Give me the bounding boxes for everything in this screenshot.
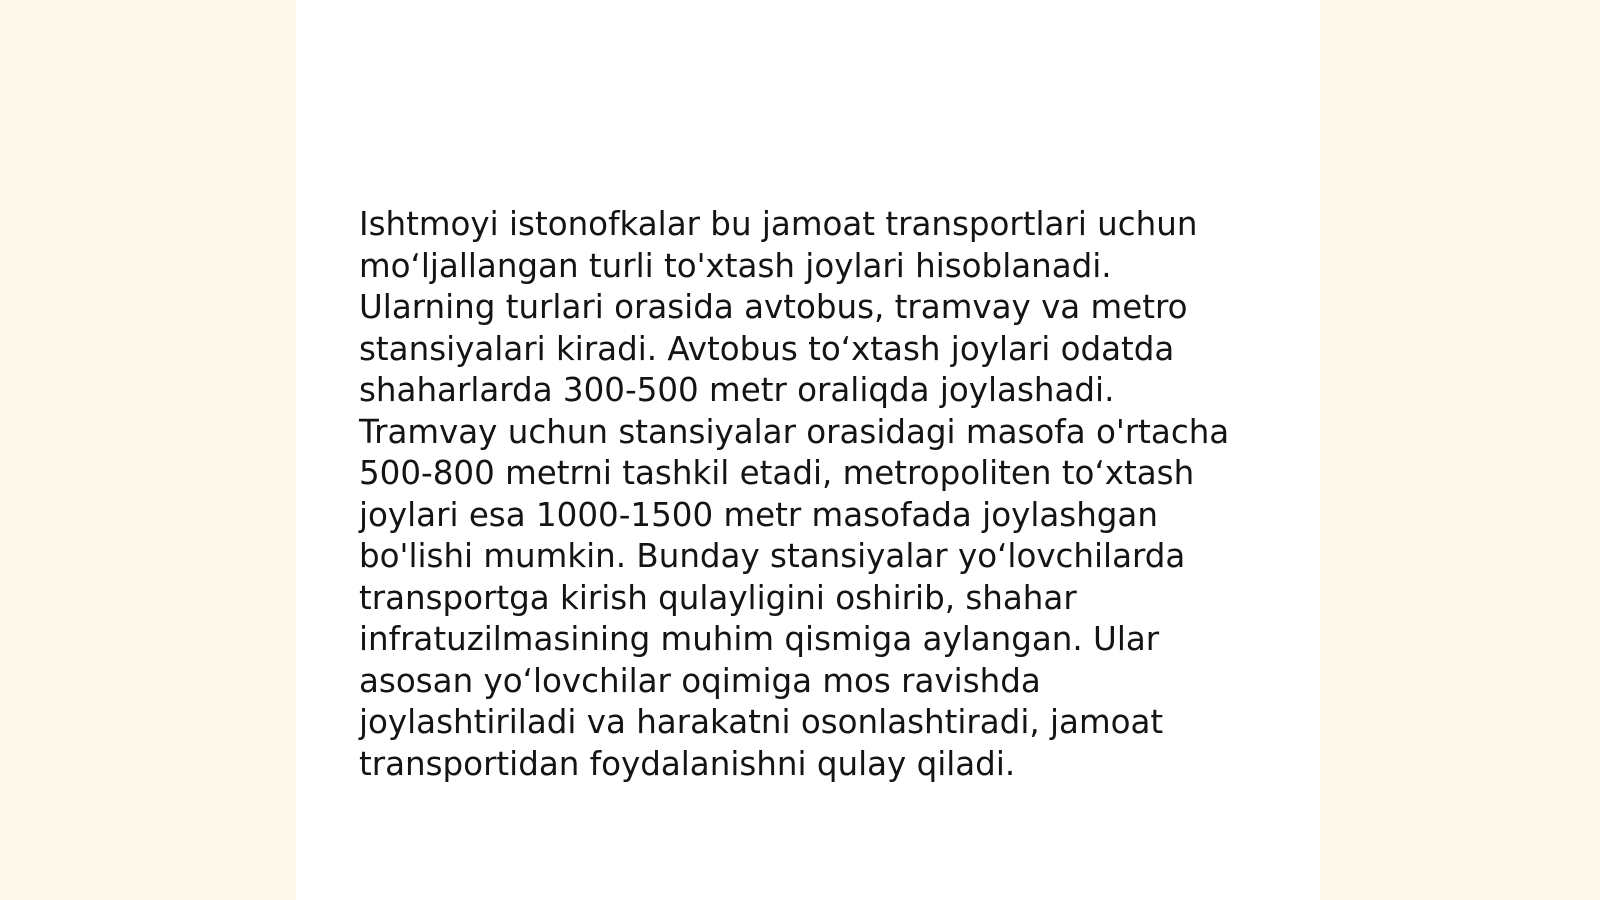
paragraph-line: bo'lishi mumkin. Bunday stansiyalar yo‘lovchilarda (359, 537, 1186, 575)
paragraph-line: Tramvay uchun stansiyalar orasidagi masofa o'rtacha (359, 412, 1230, 451)
paragraph-line: infratuzilmasining muhim qismiga aylangan. Ular (359, 620, 1160, 658)
paragraph-line: shaharlarda 300-500 metr oraliqda joylashadi. (359, 371, 1115, 409)
paragraph-line: Ularning turlari orasida avtobus, tramvay va metro (359, 288, 1188, 326)
paragraph-line: Ishtmoyi istonofkalar bu jamoat transportlari uchun (359, 205, 1198, 243)
paragraph-line: joylashtiriladi va harakatni osonlashtiradi, jamoat (359, 703, 1164, 741)
paragraph-line: transportidan foydalanishni qulay qiladi. (359, 744, 1016, 783)
document-page (296, 0, 1320, 900)
paragraph-line: mo‘ljallangan turli to'xtash joylari hisoblanadi. (359, 246, 1112, 285)
paragraph-line: transportga kirish qulayligini oshirib, shahar (359, 578, 1077, 617)
paragraph-line: asosan yo‘lovchilar oqimiga mos ravishda (359, 661, 1041, 700)
paragraph-line: joylari esa 1000-1500 metr masofada joylashgan (359, 495, 1158, 534)
paragraph-line: 500-800 metrni tashkil etadi, metropoliten to‘xtash (359, 454, 1195, 492)
paragraph-line: stansiyalari kiradi. Avtobus to‘xtash joylari odatda (359, 329, 1175, 368)
body-paragraph (359, 204, 1259, 785)
